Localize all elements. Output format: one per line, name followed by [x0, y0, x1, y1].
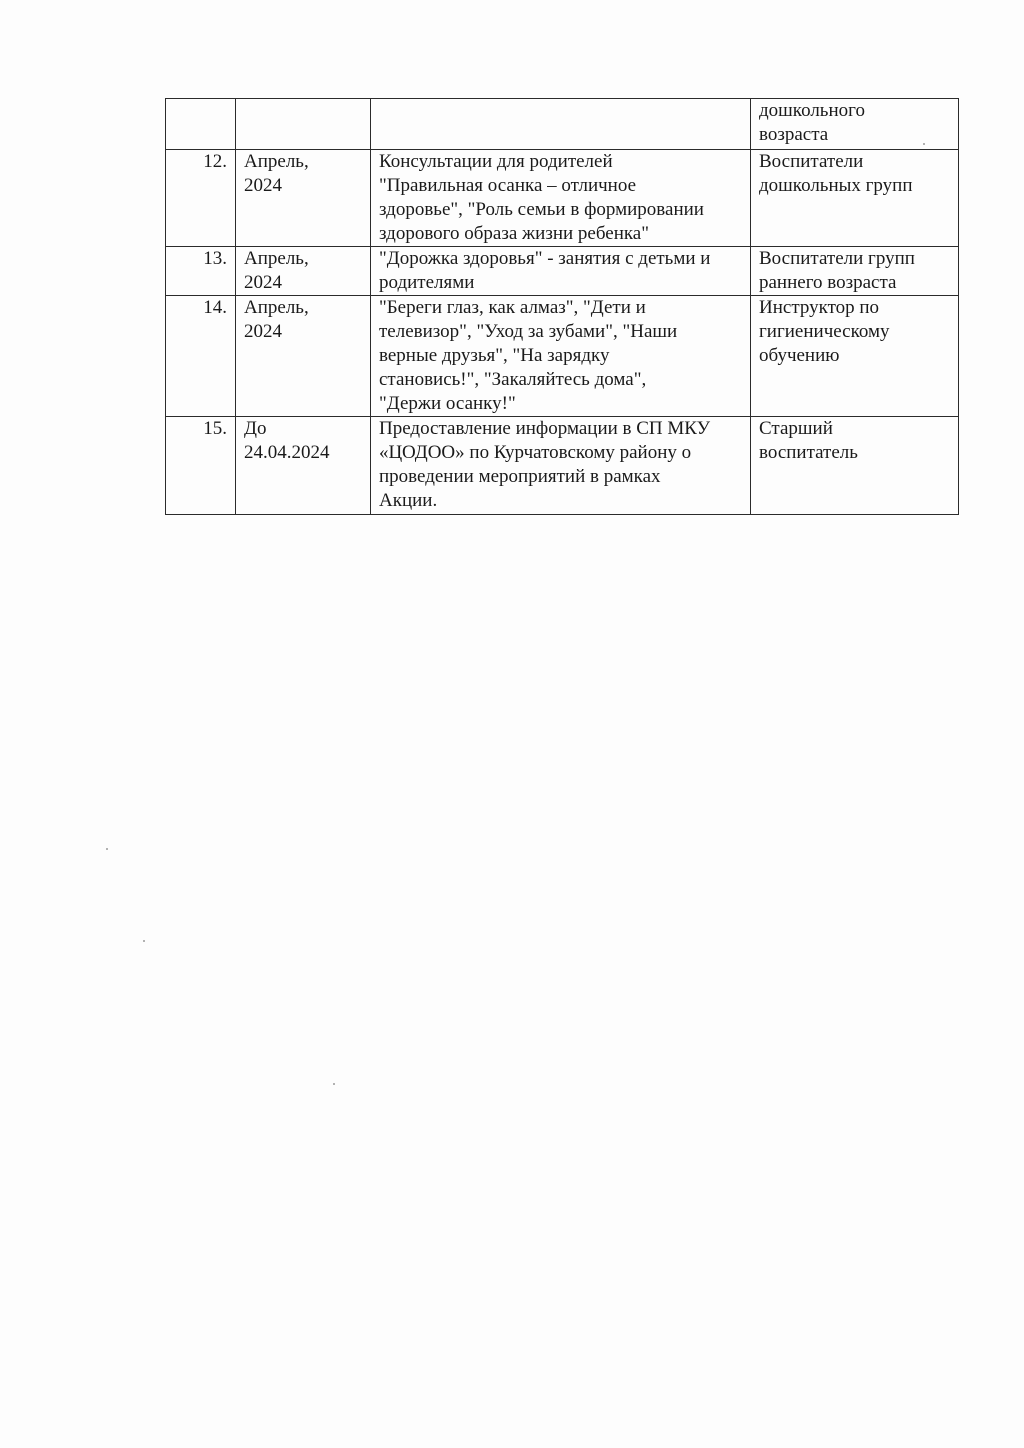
row-number: 15. — [203, 418, 227, 439]
date-cell — [236, 296, 371, 417]
responsible-cell — [751, 150, 959, 247]
row-number-cell — [166, 150, 236, 247]
date-cell — [236, 247, 371, 296]
row-number-cell — [166, 296, 236, 417]
row-number: 14. — [203, 297, 227, 318]
table-row — [166, 296, 959, 417]
row-activity: Предоставление информации в СП МКУ «ЦОДОО» по Курчатовскому району о проведении мероприятий в рамках Акции. — [379, 418, 711, 511]
row-responsible: Воспитатели групп раннего возраста — [759, 248, 915, 293]
activity-cell — [371, 150, 751, 247]
responsible-cell — [751, 247, 959, 296]
events-table — [165, 98, 959, 515]
activity-cell — [371, 99, 751, 150]
row-number: 13. — [203, 248, 227, 269]
scan-speck — [333, 1083, 335, 1085]
row-responsible: Инструктор по гигиеническому обучению — [759, 297, 890, 366]
scan-speck — [106, 848, 108, 850]
row-date: Апрель, 2024 — [244, 297, 309, 342]
responsible-cell — [751, 99, 959, 150]
row-activity: "Дорожка здоровья" - занятия с детьми и родителями — [379, 248, 711, 293]
scan-speck — [923, 143, 925, 145]
scan-speck — [143, 940, 145, 942]
activity-cell — [371, 296, 751, 417]
table-row — [166, 417, 959, 515]
row-number-cell — [166, 247, 236, 296]
row-number-cell — [166, 417, 236, 515]
date-cell — [236, 417, 371, 515]
row-date: До 24.04.2024 — [244, 418, 330, 463]
row-number: 12. — [203, 151, 227, 172]
table-row — [166, 247, 959, 296]
row-responsible: Воспитатели дошкольных групп — [759, 151, 913, 196]
responsible-cell — [751, 417, 959, 515]
date-cell — [236, 99, 371, 150]
responsible-cell — [751, 296, 959, 417]
row-responsible: дошкольного возраста — [759, 100, 865, 145]
row-responsible: Старший воспитатель — [759, 418, 858, 463]
table-row — [166, 150, 959, 247]
activity-cell — [371, 417, 751, 515]
row-activity: "Береги глаз, как алмаз", "Дети и телевизор", "Уход за зубами", "Наши верные друзья", "На зарядку становись!", "Закаляйтесь дома", "Держи осанку!" — [379, 297, 678, 414]
row-date: Апрель, 2024 — [244, 151, 309, 196]
row-number-cell — [166, 99, 236, 150]
row-date: Апрель, 2024 — [244, 248, 309, 293]
date-cell — [236, 150, 371, 247]
table-row — [166, 99, 959, 150]
row-activity: Консультации для родителей "Правильная осанка – отличное здоровье", "Роль семьи в формировании здорового образа жизни ребенка" — [379, 151, 704, 244]
activity-cell — [371, 247, 751, 296]
